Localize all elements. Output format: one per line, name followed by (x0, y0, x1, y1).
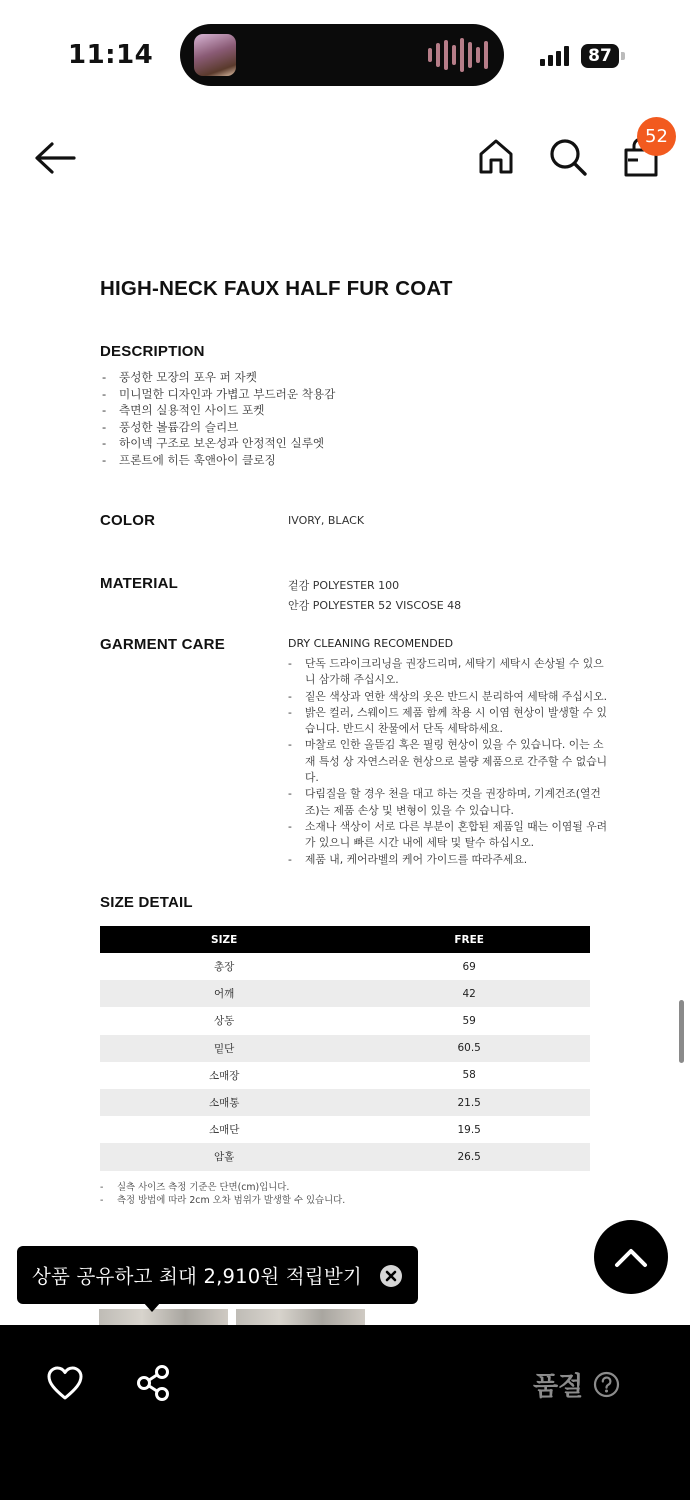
table-row (100, 953, 590, 980)
size-label: 총장 (214, 961, 235, 974)
dynamic-island[interactable] (180, 24, 504, 86)
size-value: 42 (348, 980, 590, 1007)
scrollbar[interactable] (679, 1000, 684, 1063)
battery-tip (621, 52, 625, 60)
size-label: 소매통 (100, 1089, 348, 1116)
arrow-left-icon (32, 138, 80, 178)
list-item: - 소재나 색상이 서로 다른 부분이 혼합된 제품일 때는 이염될 우려가 있으니 빠른 시간 내에 세탁 및 탈수 하십시오. (288, 819, 608, 850)
table-row (100, 1116, 590, 1143)
list-item: - 측정 방법에 따라 2cm 오차 범위가 발생할 수 있습니다. (100, 1195, 346, 1206)
material-lining: 안감 POLYESTER 52 VISCOSE 48 (288, 599, 462, 612)
care-title: DRY CLEANING RECOMENDED (288, 637, 454, 650)
size-value: 59 (462, 1014, 476, 1027)
close-icon (379, 1264, 403, 1288)
audio-waveform-icon (428, 38, 488, 72)
status-bar (0, 0, 690, 110)
share-reward-toast[interactable] (17, 1246, 418, 1304)
material-outer: 겉감 POLYESTER 100 (288, 579, 400, 592)
description-list (102, 369, 335, 468)
list-item: - 단독 드라이크리닝을 권장드리며, 세탁기 세탁시 손상될 수 있으니 삼가해 주십시오. (288, 657, 604, 687)
toast-close-button[interactable] (379, 1264, 403, 1288)
heart-icon (46, 1365, 84, 1401)
size-heading: SIZE DETAIL (100, 894, 193, 911)
care-heading: GARMENT CARE (100, 636, 225, 653)
table-row (100, 1089, 590, 1116)
size-label: 소매단 (208, 1124, 240, 1137)
size-value: 26.5 (348, 1143, 590, 1170)
size-value: 58 (462, 1069, 476, 1082)
scroll-to-top-button[interactable] (594, 1220, 668, 1294)
size-value: 21.5 (348, 1089, 590, 1116)
table-row (100, 1007, 590, 1034)
list-item: - 실측 사이즈 측정 기준은 단면(cm)입니다. (100, 1182, 290, 1193)
list-item: - 풍성한 모장의 포우 퍼 자켓 (102, 370, 257, 384)
home-icon (476, 136, 516, 176)
search-button[interactable] (547, 136, 589, 178)
list-item: - 다림질을 할 경우 천을 대고 하는 것을 권장하며, 기계건조(열건조)는 제품 손상 및 변형이 있을 수 있습니다. (288, 787, 601, 817)
list-item: - 측면의 실용적인 사이드 포켓 (102, 403, 265, 417)
back-button[interactable] (32, 138, 80, 178)
size-label: 암홀 (100, 1143, 348, 1170)
size-value: 19.5 (457, 1123, 481, 1136)
share-button[interactable] (135, 1364, 171, 1402)
list-item: - 풍성한 볼륨감의 슬리브 (102, 419, 239, 434)
color-heading: COLOR (100, 512, 156, 529)
list-item: - 하이넥 구조로 보온성과 안정적인 실루엣 (102, 436, 325, 450)
share-icon (135, 1364, 171, 1402)
soldout-help-button[interactable] (593, 1371, 620, 1398)
toast-message: 상품 공유하고 최대 2,910원 적립받기 (32, 1265, 362, 1288)
list-item: - 짙은 색상과 연한 색상의 옷은 반드시 분리하여 세탁해 주십시오. (288, 689, 608, 703)
list-item: - 미니멀한 디자인과 가볍고 부드러운 착용감 (102, 386, 336, 401)
like-button[interactable] (46, 1365, 84, 1401)
size-label: 어깨 (100, 980, 348, 1007)
list-item: - 밝은 컬러, 스웨이드 제품 함께 착용 시 이염 현상이 발생할 수 있습니다. 반드시 찬물에서 단독 세탁하세요. (288, 705, 607, 736)
list-item: - 마찰로 인한 올뜯김 혹은 필링 현상이 있을 수 있습니다. 이는 소재 특성 상 자연스러운 현상으로 불량 제품으로 간주할 수 없습니다. (288, 738, 608, 785)
size-value: 60.5 (348, 1035, 590, 1062)
list-item: - 프론트에 히든 훅앤아이 클로징 (102, 452, 276, 467)
table-header-row (100, 926, 590, 953)
product-title: HIGH-NECK FAUX HALF FUR COAT (100, 277, 453, 300)
question-icon (593, 1371, 620, 1398)
size-label: 밑단 (100, 1035, 348, 1062)
color-value: IVORY, BLACK (288, 514, 365, 527)
table-row (100, 1143, 590, 1170)
column-header-free: FREE (348, 926, 590, 953)
care-list (288, 656, 608, 868)
size-table (100, 926, 590, 1171)
search-icon (547, 136, 589, 178)
cellular-signal-icon (540, 46, 569, 66)
now-playing-artwork (194, 34, 236, 76)
battery-icon: 87 (581, 44, 619, 68)
list-item: - 제품 내, 케어라벨의 케어 가이드를 따라주세요. (288, 852, 528, 866)
size-label: 소매장 (208, 1069, 240, 1082)
bottom-action-bar (0, 1325, 690, 1500)
size-value: 69 (462, 960, 476, 973)
product-image-thumbnail[interactable] (236, 1309, 365, 1325)
size-notes (100, 1181, 345, 1207)
column-header-size: SIZE (100, 926, 348, 953)
cart-count-badge: 52 (637, 117, 676, 156)
soldout-label: 품절 (533, 1372, 584, 1402)
chevron-up-icon (594, 1220, 668, 1294)
description-heading: DESCRIPTION (100, 343, 205, 360)
material-heading: MATERIAL (100, 575, 178, 592)
size-label: 상동 (214, 1015, 235, 1028)
toast-pointer (143, 1302, 161, 1312)
table-row (100, 980, 590, 1007)
table-row (100, 1035, 590, 1062)
table-row (100, 1062, 590, 1089)
status-time: 11:14 (68, 40, 154, 70)
home-button[interactable] (476, 136, 516, 176)
product-image-thumbnail[interactable] (99, 1309, 228, 1325)
